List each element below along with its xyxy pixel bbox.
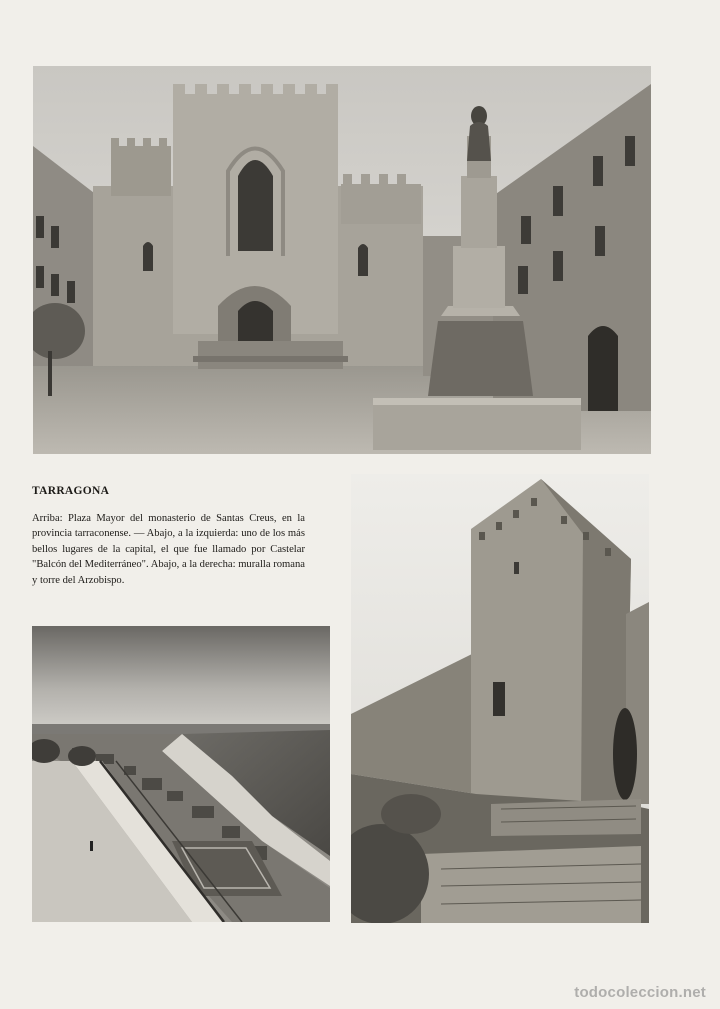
watermark-text: todocoleccion.net: [574, 984, 706, 1001]
photo-roman-wall-tower: [351, 474, 649, 923]
caption-body: [32, 511, 305, 588]
caption-title: TARRAGONA: [32, 485, 110, 497]
photo-balcony-mediterranean: [32, 626, 330, 922]
caption-text: Arriba: Plaza Mayor del monasterio de Santas Creus, en la provincia tarraconense. — Abajo, a la izquierda: uno de los más bellos lugares de la capital, el que fue llamado por Castelar "Balcón del Mediterráneo". Abajo, a la derecha: muralla romana y torre del Arzobispo.: [32, 513, 305, 586]
photo-monastery-plaza: [33, 66, 651, 454]
